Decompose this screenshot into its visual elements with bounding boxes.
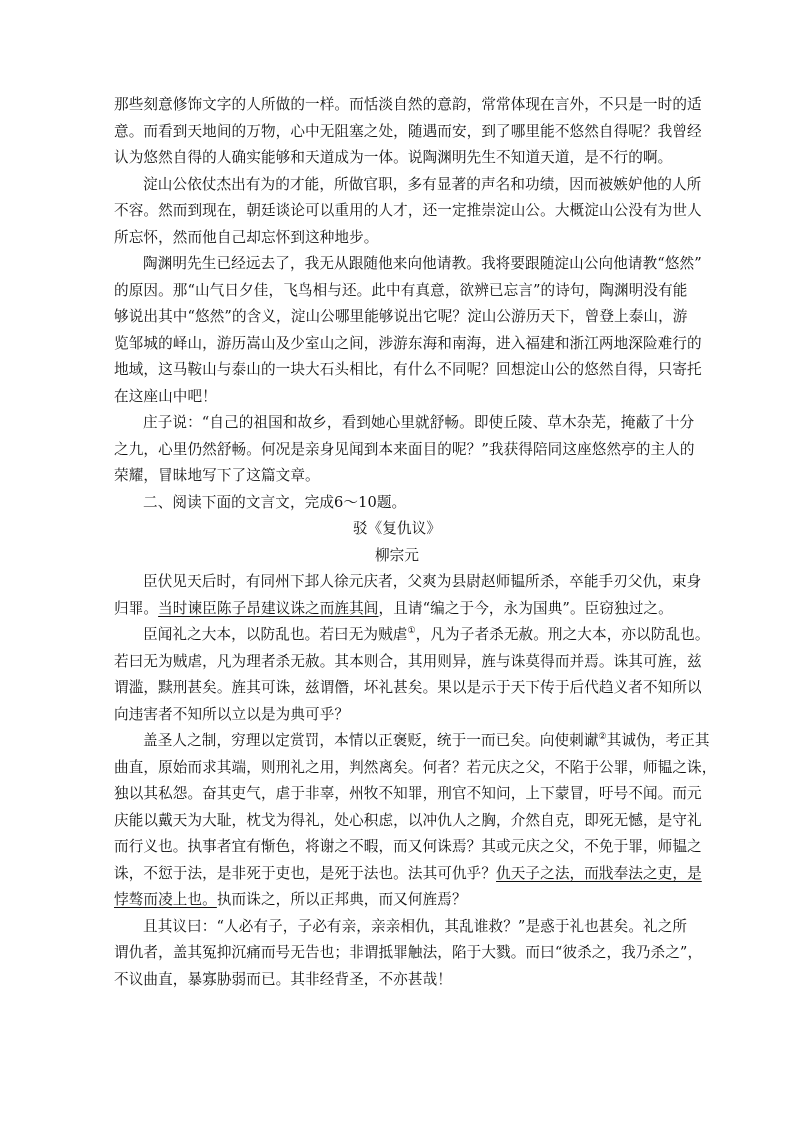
text-line xyxy=(114,145,680,172)
text-line xyxy=(114,357,702,384)
underlined-text: 仇天子之法，而戕奉法之吏，是 xyxy=(496,864,702,882)
text-segment: 独以其私怨。奋其吏气，虐于非辜，州牧不知罪，刑官不知问，上下蒙冒，吁号不闻。而元 xyxy=(114,785,702,802)
text-line xyxy=(114,437,695,464)
text-segment: 驳《复仇议》 xyxy=(352,520,442,537)
text-segment: 臣伏见天后时，有同州下邽人徐元庆者，父爽为县尉赵师韫所杀，卒能手刃父仇，束身 xyxy=(143,573,702,590)
text-segment: 不议曲直，暴寡胁弱而已。其非经背圣，不亦甚哉！ xyxy=(114,970,452,988)
text-line xyxy=(114,622,710,649)
text-line xyxy=(114,92,702,119)
text-line xyxy=(114,755,717,782)
text-segment: 谓仇者，盖其冤抑沉痛而号无告也；非谓抵罪触法，陷于大戮。而曰“彼杀之，我乃杀之”， xyxy=(114,944,703,961)
text-segment: 够说出其中“悠然”的含义，淀山公哪里能够说出它呢？淀山公游历天下，曾登上泰山，游 xyxy=(114,308,688,325)
text-line xyxy=(114,463,680,490)
text-segment: 执而诛之，所以正邦典，而又何旌焉？ xyxy=(216,891,467,908)
text-line xyxy=(114,940,703,967)
text-segment: 荣耀，冒昧地写下了这篇文章。 xyxy=(114,467,320,484)
text-segment: 二、阅读下面的文言文，完成6～10题。 xyxy=(143,493,407,511)
text-line xyxy=(114,887,680,914)
text-segment: 览邹城的峄山，游历嵩山及少室山之间，涉游东海和南海，进入福建和浙江两地深险难行的 xyxy=(114,334,702,352)
text-segment: 盖圣人之制，穷理以定赏罚，本情以正褒贬，统于一而已矣。向使刺谳 xyxy=(143,732,599,749)
underlined-text: 悖骜而凌上也。 xyxy=(114,891,217,908)
text-line xyxy=(114,967,680,994)
heading-line xyxy=(114,543,680,570)
footnote-marker: ② xyxy=(598,732,607,742)
text-line xyxy=(114,278,688,305)
document-body xyxy=(114,92,717,993)
text-segment: 柳宗元 xyxy=(374,546,420,564)
text-segment: 若曰无为贼虐，凡为理者杀无赦。其本则合，其用则异，旌与诛莫得而并焉。诛其可旌，兹 xyxy=(114,652,702,670)
text-line xyxy=(114,649,702,676)
text-segment: 庆能以戴天为大耻，枕戈为得礼，处心积虑，以冲仇人之胸，介然自克，即死无憾，是守礼 xyxy=(114,811,702,829)
text-segment: 诛，不愆于法，是非死于吏也，是死于法也。法其可仇乎？ xyxy=(114,864,497,882)
text-line xyxy=(114,596,680,623)
text-segment: 归罪。 xyxy=(114,599,159,617)
text-line xyxy=(114,569,702,596)
text-segment: 那些刻意修饰文字的人所做的一样。而恬淡自然的意韵，常常体现在言外，不只是一时的适 xyxy=(114,96,702,113)
text-segment: 意。而看到天地间的万物，心中无阻塞之处，随遇而安，到了哪里能不悠然自得呢？我曾经 xyxy=(114,122,702,140)
text-segment: 且其议曰：“人必有子，子必有亲，亲亲相仇，其乱谁救？”是惑于礼也甚矣。礼之所 xyxy=(143,917,688,935)
text-line xyxy=(114,331,702,358)
text-segment: 臣闻礼之大本，以防乱也。若曰无为贼虐 xyxy=(143,626,408,643)
text-line xyxy=(114,410,695,437)
text-line xyxy=(114,675,702,702)
text-line xyxy=(114,914,688,941)
heading-line xyxy=(114,516,680,543)
text-line xyxy=(114,702,680,729)
text-line xyxy=(114,781,702,808)
text-line xyxy=(114,225,680,252)
text-segment: ，且请“编之于今，永为国典”。臣窃独过之。 xyxy=(378,599,673,617)
text-segment: 不容。然而到现在，朝廷谈论可以重用的人才，还一定推崇淀山公。大概淀山公没有为世人 xyxy=(114,202,702,219)
text-line xyxy=(114,119,702,146)
text-segment: 谓滥，黩刑甚矣。旌其可诛，兹谓僭，坏礼甚矣。果以是示于天下传于后代趋义者不知所以 xyxy=(114,679,702,696)
text-line xyxy=(114,861,702,888)
text-segment: 认为悠然自得的人确实能够和天道成为一体。说陶渊明先生不知道天道，是不行的啊。 xyxy=(114,149,673,166)
text-segment: 之九，心里仍然舒畅。何况是亲身见闻到本来面目的呢？”我获得陪同这座悠然亭的主人的 xyxy=(114,440,695,458)
text-segment: 陶渊明先生已经远去了，我无从跟随他来向他请教。我将要跟随淀山公向他请教“悠然” xyxy=(143,255,702,272)
text-segment: 所忘怀，然而他自己却忘怀到这种地步。 xyxy=(114,228,379,246)
text-segment: 在这座山中吧！ xyxy=(114,387,217,405)
text-line xyxy=(114,172,702,199)
text-line xyxy=(114,490,680,517)
underlined-text: 当时谏臣陈子昂建议诛之而旌其闾 xyxy=(158,599,379,617)
text-segment: 曲直，原始而求其端，则刑礼之用，判然离矣。何者？若元庆之父，不陷于公罪，师韫之诛， xyxy=(114,758,717,776)
text-segment: 的原因。那“山气日夕佳，飞鸟相与还。此中有真意，欲辨已忘言”的诗句，陶渊明没有能 xyxy=(114,281,688,299)
text-segment: 向违害者不知所以立以是为典可乎？ xyxy=(114,705,350,723)
text-line xyxy=(114,198,702,225)
text-line xyxy=(114,304,688,331)
text-segment: 而行义也。执事者宜有惭色，将谢之不暇，而又何诛焉？其或元庆之父，不免于罪，师韫之 xyxy=(114,838,702,855)
text-segment: 其诚伪，考正其 xyxy=(606,732,710,749)
text-line xyxy=(114,251,702,278)
footnote-marker: ① xyxy=(407,626,416,636)
text-line xyxy=(114,808,702,835)
text-segment: ，凡为子者杀无赦。刑之大本，亦以防乱也。 xyxy=(415,626,710,643)
text-line xyxy=(114,728,710,755)
text-line xyxy=(114,384,680,411)
text-segment: 庄子说：“自己的祖国和故乡，看到她心里就舒畅。即使丘陵、草木杂芜，掩蔽了十分 xyxy=(143,414,695,431)
text-segment: 地域，这马鞍山与泰山的一块大石头相比，有什么不同呢？回想淀山公的悠然自得，只寄托 xyxy=(114,361,702,378)
text-line xyxy=(114,834,702,861)
text-segment: 淀山公依仗杰出有为的才能，所做官职，多有显著的声名和功绩，因而被嫉妒他的人所 xyxy=(143,175,702,193)
